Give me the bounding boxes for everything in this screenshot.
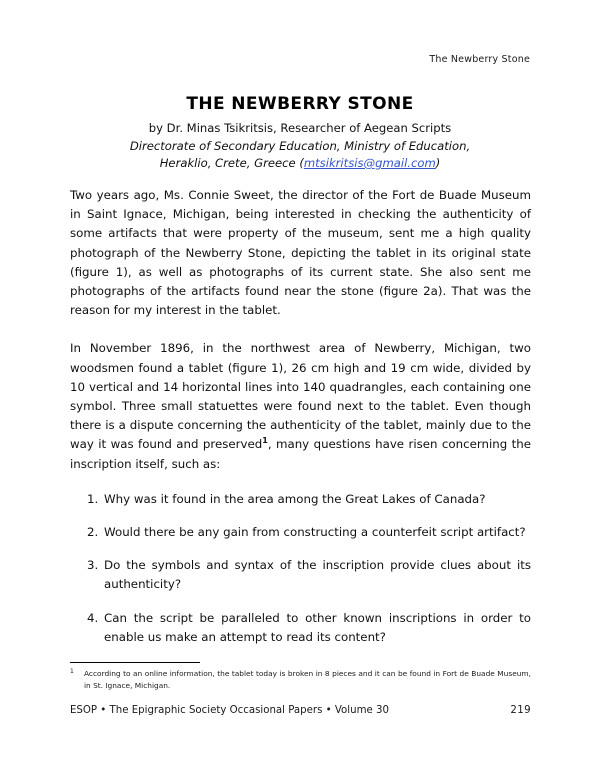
list-item: Can the script be paralleled to other known inscriptions in order to enable us make an attempt to read its content? [104,610,531,644]
author-line: by Dr. Minas Tsikritsis, Researcher of Aegean Scripts [148,121,452,135]
paragraph-2-text-after-footnote: , many questions have risen concerning the inscription itself, such as: [70,437,531,471]
footnote-area [70,662,531,691]
running-header: The Newberry Stone [429,54,530,65]
footnote-separator-rule [70,662,200,663]
location-prefix: Heraklio, Crete, Greece ( [159,156,304,170]
author-email-link[interactable]: mtsikritsis@gmail.com [303,156,436,170]
footnote-entry [70,668,531,691]
questions-list [70,490,531,647]
page-footer [70,705,531,716]
footnote-text: According to an online information, the tablet today is broken in 8 pieces and it can be found in Fort de Buade Museum, in St. Ignace, Michigan. [84,669,531,690]
list-item: Do the symbols and syntax of the inscription provide clues about its authenticity? [104,558,531,592]
footnote-number: 1 [70,668,74,675]
list-item: Would there be any gain from constructing a counterfeit script artifact? [104,525,526,540]
page-title: THE NEWBERRY STONE [186,94,414,115]
author-byline [70,120,530,173]
paragraph-2 [70,339,531,473]
list-item: Why was it found in the area among the Great Lakes of Canada? [104,491,486,506]
footnote-reference-marker[interactable]: 1 [262,436,268,446]
footer-journal-title: ESOP • The Epigraphic Society Occasional Papers • Volume 30 [70,705,389,716]
location-line [70,155,530,173]
affiliation-line: Directorate of Secondary Education, Ministry of Education, [129,138,471,153]
paragraph-2-text-before-footnote: In November 1896, in the northwest area of Newberry, Michigan, two woodsmen found a tablet (figure 1), 26 cm high and 19 cm wide, divided by 10 vertical and 14 horizontal lines into 140 quadrangles, each containing one symbol. Three small statuettes were found next to the tablet. Even though there is a dispute concerning the authenticity of the tablet, mainly due to the way it was found and preserved [70,341,531,452]
paragraph-1: Two years ago, Ms. Connie Sweet, the director of the Fort de Buade Museum in Saint Ignace, Michigan, being interested in checking the authenticity of some artifacts that were property of the museum, sent me a high quality photograph of the Newberry Stone, depicting the tablet in its original state (figure 1), as well as photographs of its current state. She also sent me photographs of the artifacts found near the stone (figure 2a). That was the reason for my interest in the tablet. [70,188,531,318]
body-content [70,186,531,647]
location-suffix: ) [435,156,441,170]
footer-page-number: 219 [510,705,531,716]
